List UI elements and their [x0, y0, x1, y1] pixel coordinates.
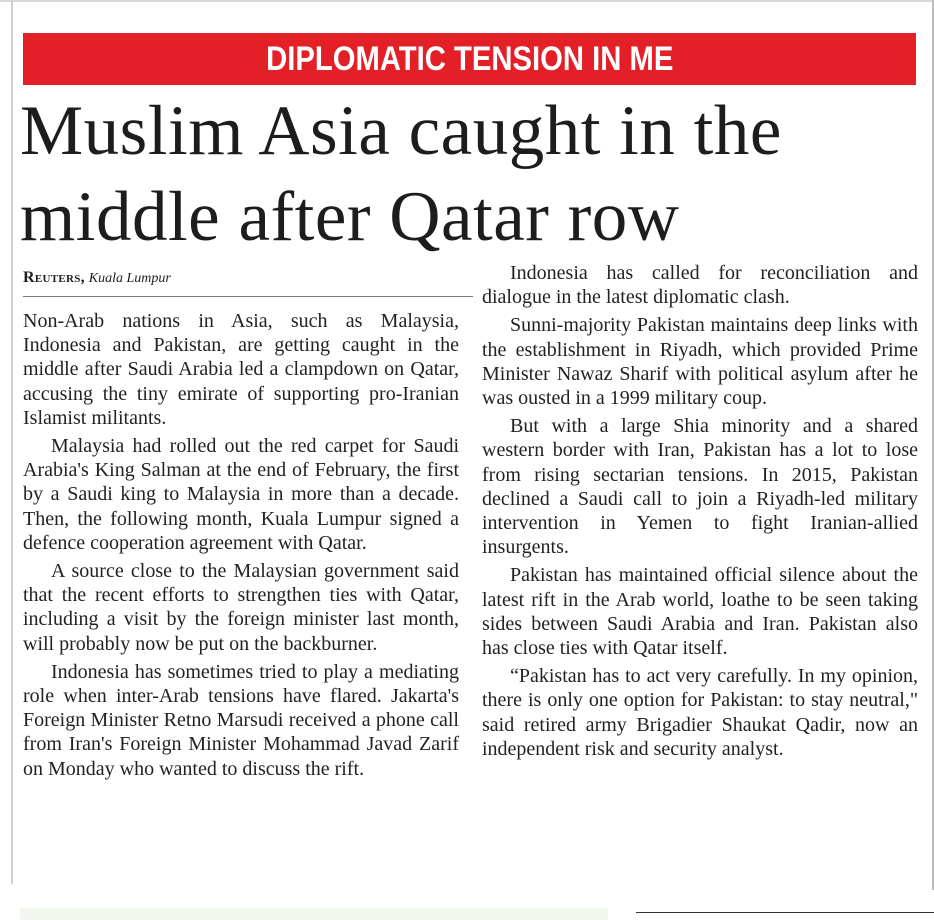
article-paragraph: Malaysia had rolled out the red carpet for Saudi Arabia's King Salman at the end of February, the first by a Saudi king to Malaysia in more than a decade. Then, the following month, Kuala Lumpur signed a defence cooperation agreement with Qatar.	[23, 435, 459, 554]
byline-location: Kuala Lumpur	[88, 271, 171, 286]
article-column-left	[23, 309, 459, 785]
article-paragraph: A source close to the Malaysian government said that the recent efforts to strengthen ties with Qatar, including a visit by the foreign minister last month, will probably now be put on the backburner.	[23, 560, 459, 655]
article-paragraph: Pakistan has maintained official silence about the latest rift in the Arab world, loathe to be seen taking sides between Saudi Arabia and Iran. Pakistan also has close ties with Qatar itself.	[482, 564, 918, 660]
byline	[23, 269, 171, 291]
article-paragraph: Sunni-majority Pakistan maintains deep links with the establishment in Riyadh, which provided Prime Minister Nawaz Sharif with political asylum after he was ousted in a 1999 military coup.	[482, 314, 918, 410]
article-paragraph: Indonesia has called for reconciliation and dialogue in the latest diplomatic clash.	[482, 262, 918, 309]
next-article-strip	[20, 908, 608, 920]
byline-agency: Reuters,	[23, 269, 85, 286]
section-kicker-label: DIPLOMATIC TENSION IN ME	[265, 39, 674, 78]
top-divider	[0, 0, 934, 2]
article-headline: Muslim Asia caught in the middle after Qatar row	[20, 92, 782, 256]
article-column-right	[482, 261, 918, 765]
article-paragraph: Indonesia has sometimes tried to play a mediating role when inter-Arab tensions have flared. Jakarta's Foreign Minister Retno Marsudi received a phone call from Iran's Foreign Minister Mohammad Javad Zarif on Monday who wanted to discuss the rift.	[23, 660, 459, 780]
article-paragraph: “Pakistan has to act very carefully. In my opinion, there is only one option for Pakistan: to stay neutral," said retired army Brigadier Shaukat Qadir, now an independent risk and security analyst.	[482, 665, 918, 760]
article-paragraph: But with a large Shia minority and a shared western border with Iran, Pakistan has a lot to lose from rising sectarian tensions. In 2015, Pakistan declined a Saudi call to join a Riyadh-led military intervention in Yemen to fight Iranian-allied insurgents.	[482, 415, 918, 559]
article-paragraph: Non-Arab nations in Asia, such as Malaysia, Indonesia and Pakistan, are getting caught in the middle after Saudi Arabia led a clampdown on Qatar, accusing the tiny emirate of supporting pro-Iranian Islamist militants.	[23, 310, 459, 429]
bottom-divider	[636, 912, 934, 913]
left-column-rule	[11, 0, 13, 884]
byline-divider	[23, 296, 473, 297]
section-kicker-banner	[23, 33, 916, 85]
